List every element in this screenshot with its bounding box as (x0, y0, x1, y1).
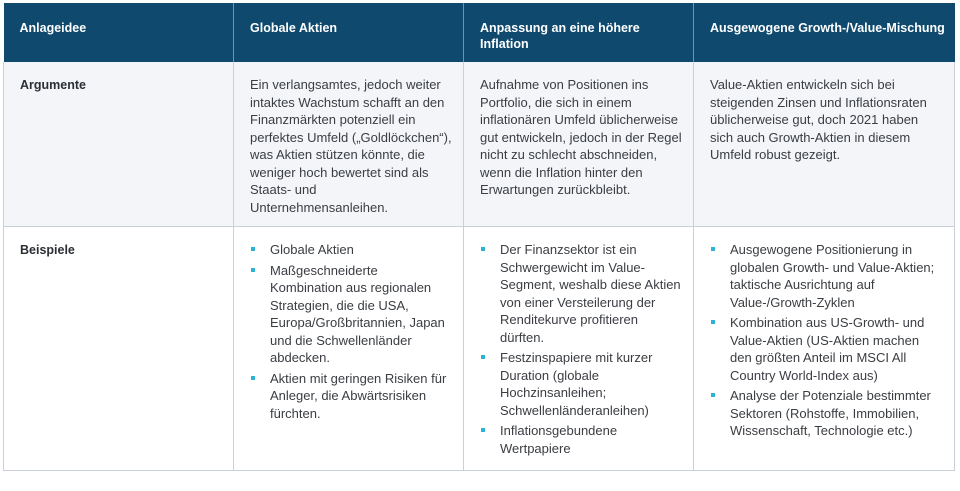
table-cell (234, 227, 464, 471)
bullet-icon (711, 320, 715, 324)
table-cell: Aufnahme von Positionen ins Portfolio, die sich in einem inflationären Umfeld üblicherweise gut entwickeln, jedoch in der Regel nicht zu schlecht abschneiden, wenn die Inflation hinter den Erwartungen zurückbleibt. (464, 62, 694, 227)
table-cell (694, 227, 955, 471)
list-item (480, 241, 683, 346)
list-item-text: Festzinspapiere mit kurzer Duration (globale Hochzinsanleihen; Schwellenländeranleihen) (500, 350, 653, 418)
list-item (710, 387, 944, 440)
list-item (250, 241, 453, 259)
bullet-list (480, 241, 683, 457)
list-item (480, 349, 683, 419)
list-item (480, 422, 683, 457)
bullet-icon (251, 247, 255, 251)
bullet-list (710, 241, 944, 440)
header-inflation: Anpassung an eine höhere Inflation (464, 3, 694, 62)
row-label-text: Beispiele (20, 243, 75, 257)
list-item-text: Kombination aus US-Growth- und Value-Aktien (US-Aktien machen den größten Anteil im MSCI All Country World-Index aus) (730, 315, 925, 383)
table-row-beispiele (4, 227, 955, 471)
investment-ideas-table (3, 3, 955, 471)
list-item (710, 314, 944, 384)
bullet-icon (481, 247, 485, 251)
row-label-text: Argumente (20, 78, 86, 92)
table-cell: Value-Aktien entwickeln sich bei steigenden Zinsen und Inflationsraten üblicherweise gut, doch 2021 haben sich auch Growth-Aktien in diesem Umfeld robust gezeigt. (694, 62, 955, 227)
bullet-icon (481, 355, 485, 359)
list-item-text: Maßgeschneiderte Kombination aus regionalen Strategien, die die USA, Europa/Großbritannien, Japan und die Schwellenländer abdecken. (270, 262, 445, 365)
bullet-icon (251, 268, 255, 272)
header-globale-aktien: Globale Aktien (234, 3, 464, 62)
bullet-icon (481, 428, 485, 432)
bullet-icon (711, 393, 715, 397)
bullet-list (250, 241, 453, 422)
row-label (4, 62, 234, 227)
bullet-icon (251, 376, 255, 380)
list-item-text: Ausgewogene Positionierung in globalen Growth- und Value-Aktien; taktische Ausrichtung auf Value-/Growth-Zyklen (730, 242, 935, 310)
table-row-argumente (4, 62, 955, 227)
list-item-text: Analyse der Potenziale bestimmter Sektoren (Rohstoffe, Immobilien, Wissenschaft, Technologie etc.) (730, 388, 931, 438)
list-item-text: Der Finanzsektor ist ein Schwergewicht im Value-Segment, weshalb diese Aktien von einer Versteilerung der Renditekurve profitieren dürften. (500, 242, 681, 345)
table-header-row (4, 3, 955, 62)
header-anlageidee: Anlageidee (4, 3, 234, 62)
list-item-text: Inflationsgebundene Wertpapiere (500, 423, 618, 456)
table-cell (464, 227, 694, 471)
row-label (4, 227, 234, 471)
list-item (250, 262, 453, 367)
table-cell: Ein verlangsamtes, jedoch weiter intaktes Wachstum schafft an den Finanzmärkten potenziell ein perfektes Umfeld („Goldlöckchen“), was Aktien stützen könnte, die weniger hoch bewertet sind als Staats- und Unternehmensanleihen. (234, 62, 464, 227)
header-growth-value: Ausgewogene Growth-/Value-Mischung (694, 3, 955, 62)
list-item-text: Globale Aktien (270, 242, 354, 257)
bullet-icon (711, 247, 715, 251)
list-item (710, 241, 944, 311)
list-item-text: Aktien mit geringen Risiken für Anleger, die Abwärtsrisiken fürchten. (270, 370, 447, 421)
list-item (250, 370, 453, 423)
